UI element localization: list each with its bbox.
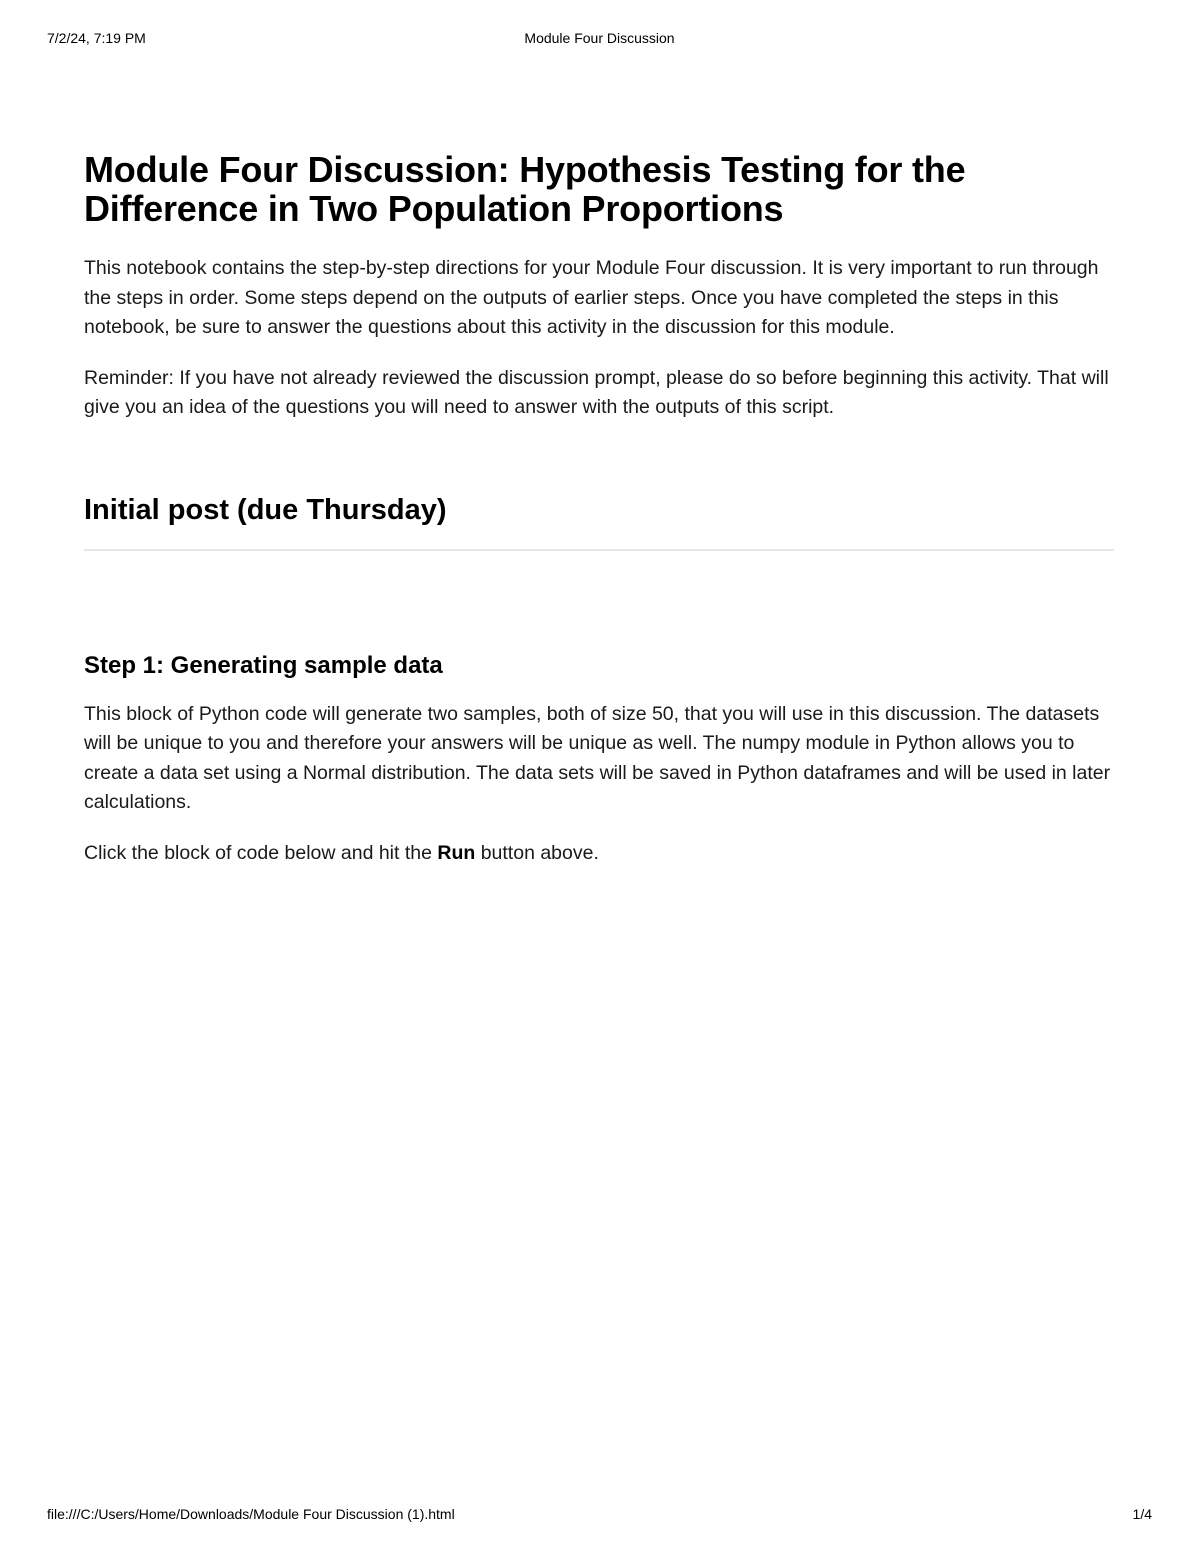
- print-header: [47, 30, 1152, 50]
- print-datetime: 7/2/24, 7:19 PM: [47, 30, 146, 46]
- section-heading-initial-post: Initial post (due Thursday): [84, 493, 447, 526]
- step1-paragraph: This block of Python code will generate two samples, both of size 50, that you will use in this discussion. The datasets will be unique to you and therefore your answers will be unique as well. The numpy module in Python allows you to create a data set using a Normal distribution. The data sets will be saved in Python dataframes and will be used in later calculations.: [84, 702, 1111, 813]
- intro-paragraph: This notebook contains the step-by-step directions for your Module Four discussion. It is very important to run through the steps in order. Some steps depend on the outputs of earlier steps. Once you have completed the steps in this notebook, be sure to answer the questions about this activity in the discussion for this module.: [84, 257, 1099, 338]
- reminder-paragraph: Reminder: If you have not already reviewed the discussion prompt, please do so before beginning this activity. That will give you an idea of the questions you will need to answer with the outputs of this script.: [84, 366, 1109, 418]
- step1-instruction-before: Click the block of code below and hit the: [84, 841, 438, 864]
- section-divider: [84, 549, 1114, 551]
- step1-instruction: [84, 839, 1114, 869]
- step1-instruction-after: button above.: [475, 841, 599, 864]
- document-title: Module Four Discussion: Hypothesis Testing for the Difference in Two Population Proportions: [84, 149, 966, 229]
- print-file-path: file:///C:/Users/Home/Downloads/Module Four Discussion (1).html: [47, 1506, 455, 1522]
- notebook-content: [84, 150, 1114, 889]
- print-page-title: Module Four Discussion: [524, 30, 675, 46]
- print-page-number: 1/4: [1132, 1506, 1152, 1522]
- step1-heading: Step 1: Generating sample data: [84, 651, 443, 679]
- print-footer: [47, 1506, 1152, 1526]
- run-keyword: Run: [437, 841, 476, 864]
